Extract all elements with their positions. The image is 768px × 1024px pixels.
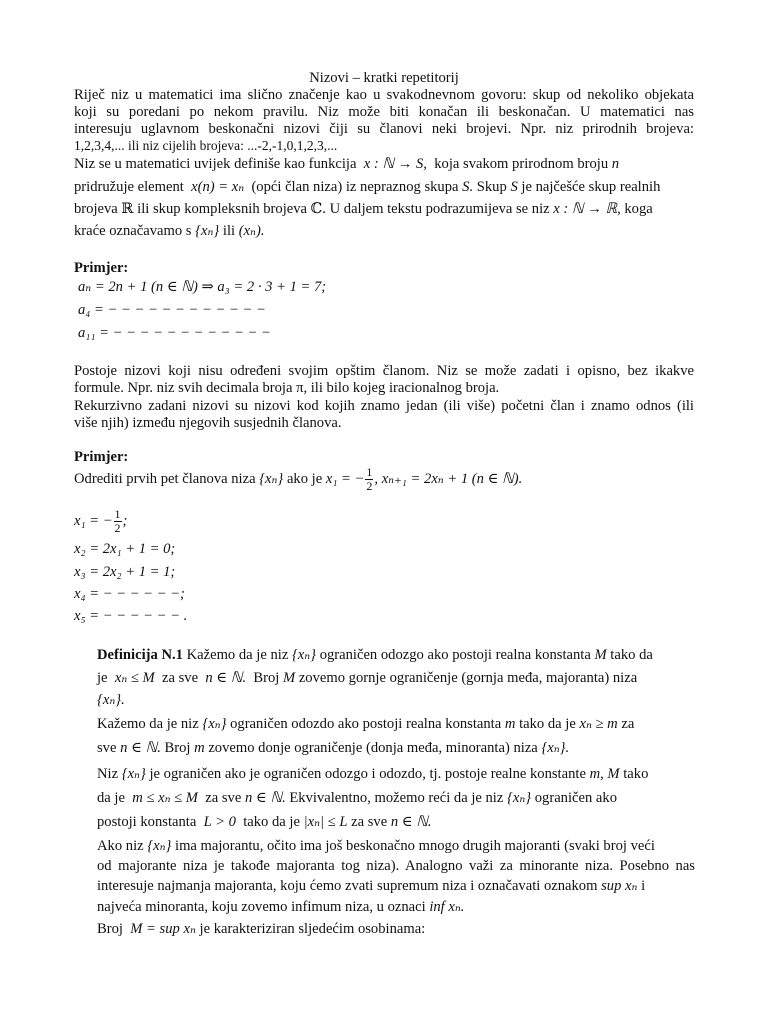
- definition-line-8: postoji konstanta L > 0 tako da je |xₙ| ≤ L za sve n ∈ ℕ.: [97, 814, 432, 830]
- intro-line-4: 1,2,3,4,... ili niz cijelih brojeva: ...-2,-1,0,1,2,3,...: [74, 138, 338, 153]
- example-1-line-1: aₙ = 2n + 1 (n ∈ ℕ) ⇒ a₃ = 2 · 3 + 1 = 7;: [78, 279, 327, 295]
- intro-line-2: koji su poredani po nekom pravilu. Niz može biti konačan ili beskonačan. U matematici nas: [74, 104, 694, 120]
- function-notation: x : ℕ → S,: [363, 156, 427, 172]
- definition-line-1: Definicija N.1 Kažemo da je niz {xₙ} ograničen odozgo ako postoji realna konstanta M tako da: [97, 647, 653, 663]
- definition-line-4: Kažemo da je niz {xₙ} ograničen odozdo ako postoji realna konstanta m tako da je xₙ ≥ m za: [97, 716, 635, 732]
- definition-line-12: najveća minoranta, koju zovemo infimum niza, u oznaci inf xₙ.: [97, 899, 465, 915]
- example-1-line-3: a₁₁ = − − − − − − − − − − − −: [78, 325, 271, 341]
- definition-line-3: {xₙ}.: [97, 692, 125, 708]
- example-2-heading: Primjer:: [74, 449, 129, 465]
- page-title: Nizovi – kratki repetitorij: [309, 70, 459, 86]
- intro-line-1: Riječ niz u matematici ima slično značenje kao u svakodnevnom govoru: skup od nekoliko objekata: [74, 87, 694, 103]
- example-2-x5: x₅ = − − − − − − .: [74, 608, 188, 624]
- definition-line-10: od majorante niza je takođe majoranta tog niza). Analogno važi za minorante niza. Posebno nas: [97, 858, 695, 874]
- example-2-x4: x₄ = − − − − − −;: [74, 586, 185, 602]
- example-2-task: Odrediti prvih pet članova niza {xₙ} ako je x₁ = − $\frac{1}{2}$ , xₙ₊₁ = 2xₙ + 1 (n ∈ ℕ).: [74, 465, 523, 494]
- intro-line-8: kraće označavamo s {xₙ} ili (xₙ).: [74, 223, 265, 239]
- para-2-line-2: formule. Npr. niz svih decimala broja π, ili bilo kojeg iracionalnog broja.: [74, 380, 500, 396]
- definition-line-13: Broj M = sup xₙ je karakteriziran sljedećim osobinama:: [97, 921, 426, 937]
- fraction-one-half: $\frac{1}{2}$: [366, 465, 373, 494]
- example-2-x1: x₁ = − $\frac{1}{2}$ ;: [74, 507, 128, 536]
- definition-label: Definicija N.1: [97, 647, 183, 663]
- para-2-line-3: Rekurzivno zadani nizovi su nizovi kod kojih znamo jedan (ili više) početni član i znamo odnos (ili: [74, 398, 694, 414]
- definition-line-2: je xₙ ≤ M za sve n ∈ ℕ. Broj M zovemo gornje ograničenje (gornja međa, majoranta) niza: [97, 670, 638, 686]
- example-2-x3: x₃ = 2x₂ + 1 = 1;: [74, 564, 176, 580]
- definition-line-11: interesuje najmanja majoranta, koju ćemo zvati supremum niza i označavati oznakom sup xₙ i: [97, 878, 646, 894]
- para-2-line-1: Postoje nizovi koji nisu određeni svojim opštim članom. Niz se može zadati i opisno, bez ikakve: [74, 363, 694, 379]
- example-1-line-2: a₄ = − − − − − − − − − − − −: [78, 302, 266, 318]
- intro-line-5: Niz se u matematici uvijek definiše kao funkcija x : ℕ → S, koja svakom prirodnom broju n: [74, 156, 620, 172]
- para-2-line-4: više njih) između njegovih susjednih članova.: [74, 415, 342, 431]
- example-2-x2: x₂ = 2x₁ + 1 = 0;: [74, 541, 176, 557]
- definition-line-5: sve n ∈ ℕ. Broj m zovemo donje ograničenje (donja međa, minoranta) niza {xₙ}.: [97, 740, 570, 756]
- intro-line-7: brojeva ℝ ili skup kompleksnih brojeva ℂ. U daljem tekstu podrazumijeva se niz x : ℕ → ℝ, koga: [74, 201, 653, 217]
- intro-line-6: pridružuje element x(n) = xₙ (opći član niza) iz nepraznog skupa S. Skup S je najčešće skup realnih: [74, 179, 661, 195]
- example-1-heading: Primjer:: [74, 260, 129, 276]
- definition-line-6: Niz {xₙ} je ograničen ako je ograničen odozgo i odozdo, tj. postoje realne konstante m, M tako: [97, 766, 649, 782]
- intro-line-3: interesuju uglavnom beskonačni nizovi čiji su članovi neki brojevi. Npr. niz prirodnih brojeva:: [74, 121, 694, 137]
- definition-line-7: da je m ≤ xₙ ≤ M za sve n ∈ ℕ. Ekvivalentno, možemo reći da je niz {xₙ} ograničen ako: [97, 790, 617, 806]
- definition-line-9: Ako niz {xₙ} ima majorantu, očito ima još beskonačno mnogo drugih majoranti (svaki broj veći: [97, 838, 655, 854]
